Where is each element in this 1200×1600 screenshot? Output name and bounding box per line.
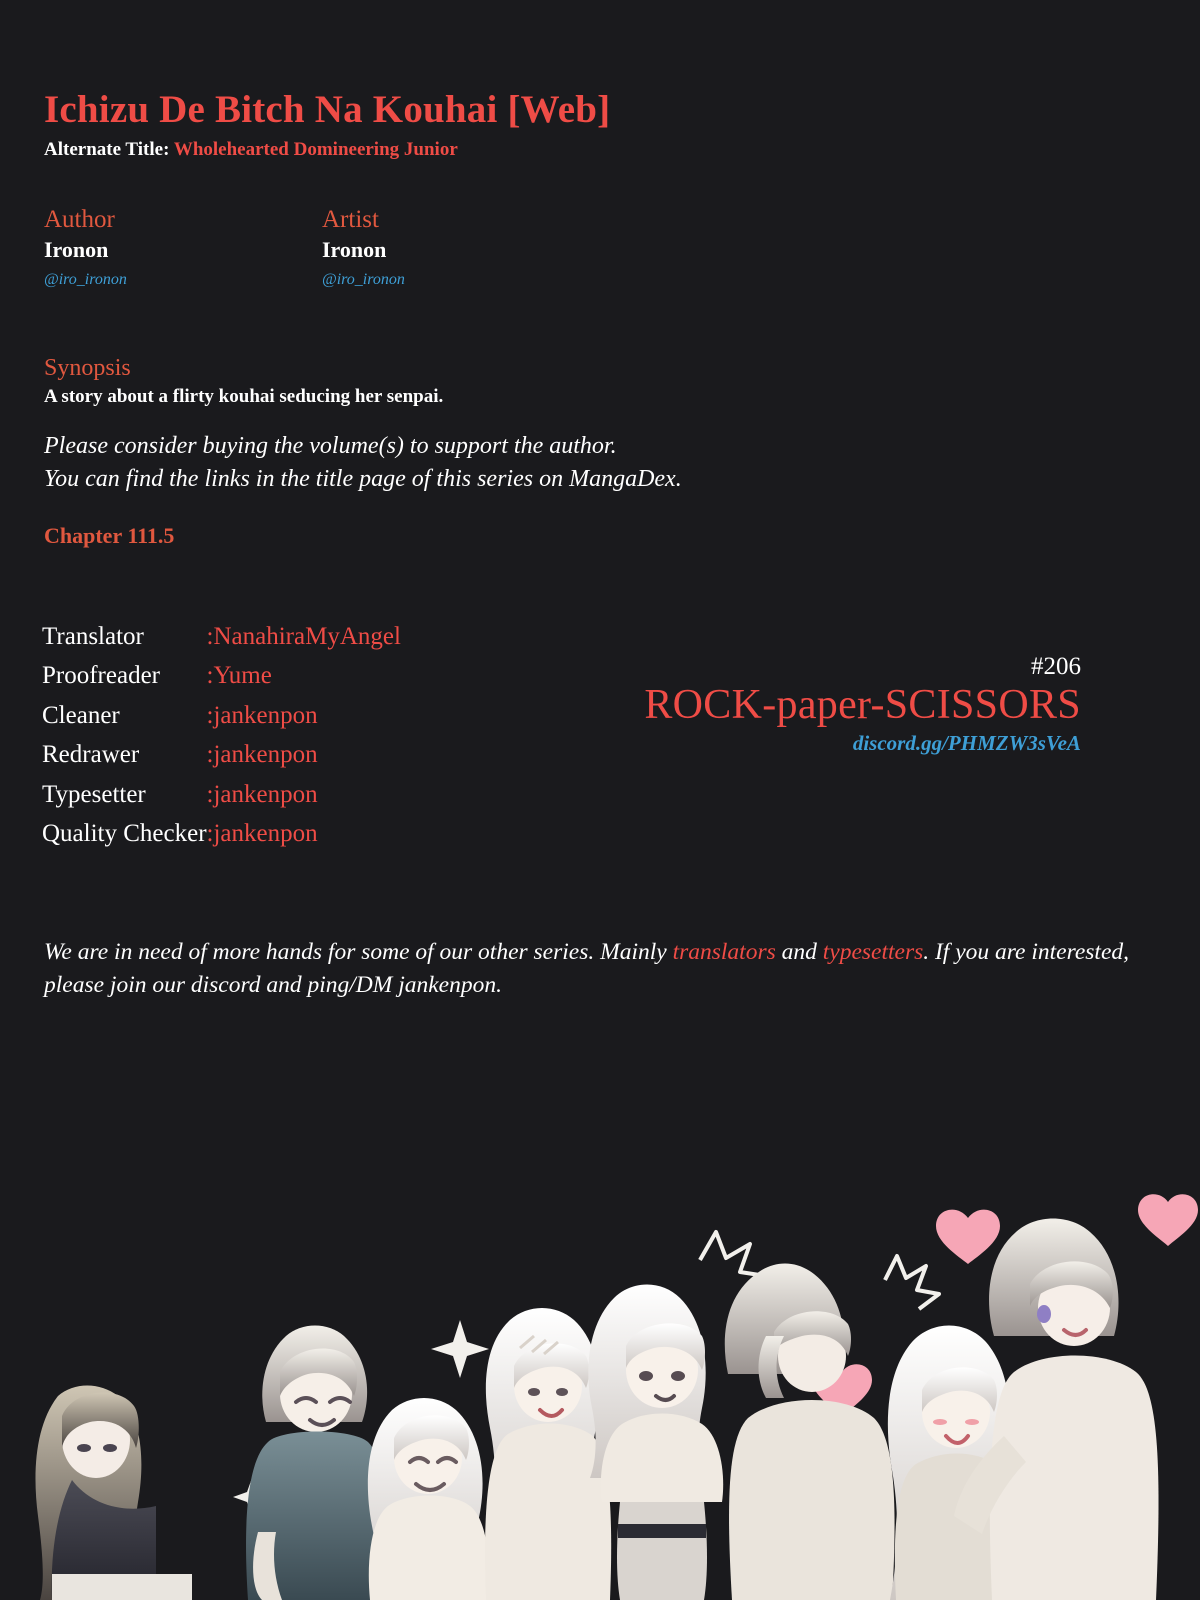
chibi-character-3	[368, 1398, 489, 1600]
author-name: Ironon	[44, 236, 109, 262]
recruit-part-1: We are in need of more hands for some of our other series. Mainly	[44, 938, 673, 965]
recruit-highlight-typesetters: typesetters	[822, 938, 924, 965]
chibi-character-4	[485, 1308, 611, 1600]
burst-icon	[700, 1232, 939, 1309]
staff-role: Typesetter	[42, 780, 146, 808]
staff-role: Cleaner	[42, 701, 120, 729]
staff-separator: :	[206, 741, 214, 768]
staff-and-group	[44, 617, 1200, 854]
table-row	[42, 656, 401, 696]
chibi-character-7	[888, 1326, 1017, 1600]
chibi-character-5	[588, 1285, 723, 1600]
support-note-line2: You can find the links in the title page of this series on MangaDex.	[44, 466, 682, 493]
chibi-character-8	[954, 1219, 1159, 1600]
staff-separator: :	[206, 780, 214, 808]
staff-separator: :	[206, 701, 214, 729]
issue-number: #206	[1030, 652, 1081, 680]
discord-invite-link[interactable]: discord.gg/PHMZW3sVeA	[852, 731, 1081, 756]
staff-separator: :	[206, 662, 214, 689]
alternate-title	[44, 139, 1200, 162]
author-handle: @iro_ironon	[44, 271, 127, 289]
group-name: ROCK-paper-SCISSORS	[644, 682, 1081, 728]
staff-role: Proofreader	[42, 662, 160, 689]
staff-name: jankenpon	[213, 780, 318, 808]
chibi-character-1	[35, 1386, 192, 1600]
recruit-part-2: and	[775, 938, 823, 965]
recruit-highlight-translators: translators	[672, 938, 776, 965]
artist-block	[322, 204, 600, 290]
chapter-label: Chapter 111.5	[44, 522, 175, 548]
synopsis-text: A story about a flirty kouhai seducing her senpai.	[44, 386, 444, 408]
table-row	[42, 814, 401, 854]
synopsis-heading: Synopsis	[44, 355, 131, 382]
staff-name: jankenpon	[213, 741, 318, 768]
staff-name: jankenpon	[213, 820, 318, 847]
creator-credits	[44, 204, 1200, 290]
chibi-character-2	[246, 1326, 389, 1600]
alternate-title-label: Alternate Title:	[44, 138, 170, 160]
staff-role: Redrawer	[42, 741, 140, 768]
table-row	[42, 735, 401, 775]
chibi-character-6	[725, 1264, 895, 1600]
support-note	[44, 430, 1200, 496]
staff-separator: :	[206, 622, 214, 650]
staff-name: Yume	[213, 662, 272, 689]
staff-separator: :	[206, 820, 214, 847]
staff-credits-table	[42, 617, 401, 854]
staff-name: jankenpon	[213, 701, 318, 729]
sparkle-icon	[233, 1320, 489, 1516]
staff-role: Quality Checker	[42, 820, 207, 847]
artist-name: Ironon	[322, 236, 387, 262]
recruit-part-3: . If you are interested, please join our discord and ping/DM jankenpon.	[44, 938, 1130, 998]
alternate-title-value: Wholehearted Domineering Junior	[173, 138, 458, 160]
heart-icon	[812, 1194, 1198, 1416]
chibi-characters-illustration	[0, 1180, 1200, 1600]
artist-handle: @iro_ironon	[322, 271, 405, 289]
table-row	[42, 617, 401, 657]
staff-role: Translator	[42, 622, 144, 650]
page-title: Ichizu De Bitch Na Kouhai [Web]	[44, 88, 611, 131]
table-row	[42, 775, 401, 815]
author-block	[44, 204, 322, 290]
recruitment-note	[44, 936, 1134, 1003]
support-note-line1: Please consider buying the volume(s) to support the author.	[44, 433, 617, 460]
scanlation-group-block	[561, 653, 1081, 757]
staff-name: NanahiraMyAngel	[213, 622, 401, 650]
author-role-label: Author	[44, 205, 115, 233]
table-row	[42, 696, 401, 736]
artist-role-label: Artist	[322, 205, 379, 233]
